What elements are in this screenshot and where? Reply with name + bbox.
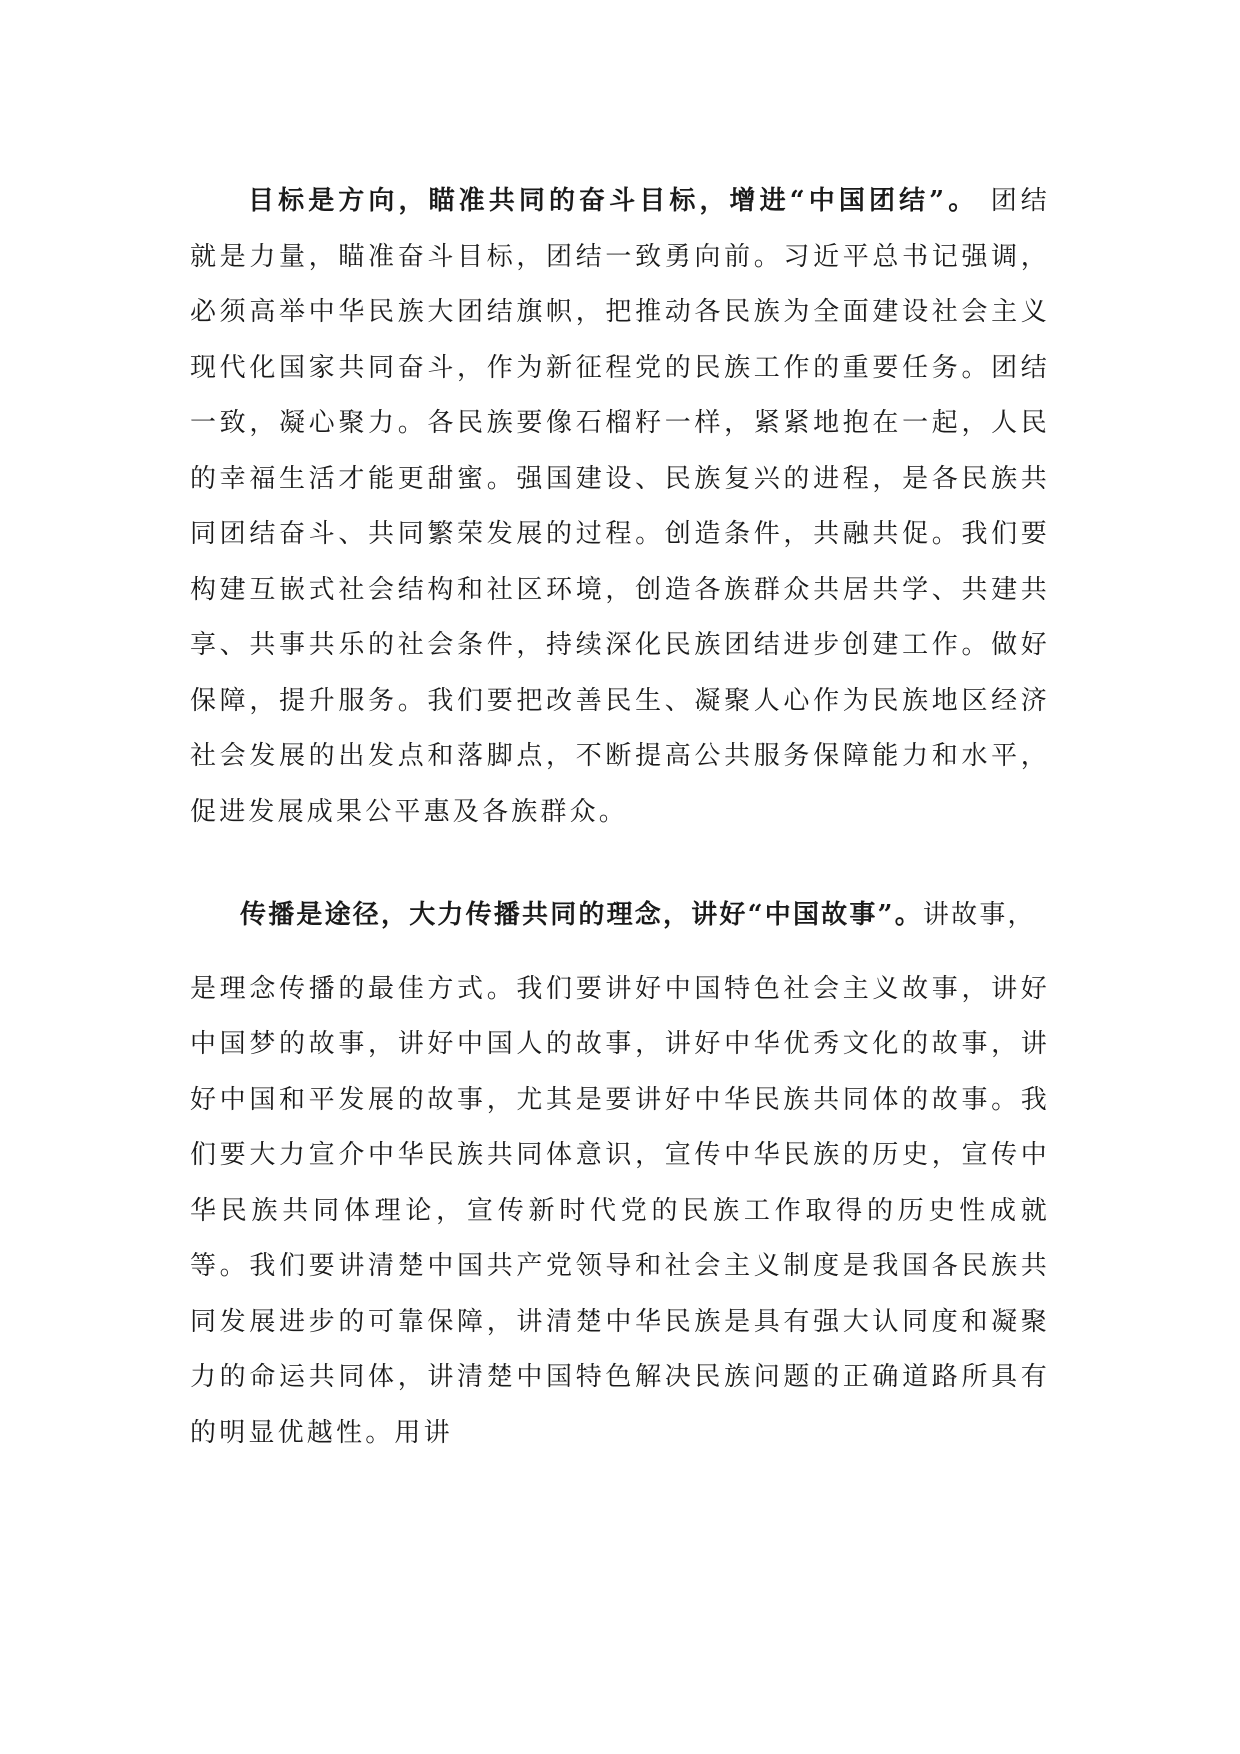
paragraph-lead-line-stories xyxy=(190,888,1050,944)
paragraph-body-stories: 是理念传播的最佳方式。我们要讲好中国特色社会主义故事，讲好中国梦的故事，讲好中国人的故事，讲好中华优秀文化的故事，讲好中国和平发展的故事，尤其是要讲好中华民族共同体的故事。我们要大力宣介中华民族共同体意识，宣传中华民族的历史，宣传中华民族共同体理论，宣传新时代党的民族工作取得的历史性成就等。我们要讲清楚中国共产党领导和社会主义制度是我国各民族共同发展进步的可靠保障，讲清楚中华民族是具有强大认同度和凝聚力的命运共同体，讲清楚中国特色解决民族问题的正确道路所具有的明显优越性。用讲 xyxy=(190,973,1050,1448)
paragraph-body-unity: 团结就是力量，瞄准奋斗目标，团结一致勇向前。习近平总书记强调，必须高举中华民族大团结旗帜，把推动各民族为全面建设社会主义现代化国家共同奋斗，作为新征程党的民族工作的重要任务。团结一致，凝心聚力。各民族要像石榴籽一样，紧紧地抱在一起，人民的幸福生活才能更甜蜜。强国建设、民族复兴的进程，是各民族共同团结奋斗、共同繁荣发展的过程。创造条件，共融共促。我们要构建互嵌式社会结构和社区环境，创造各族群众共居共学、共建共享、共事共乐的社会条件，持续深化民族团结进步创建工作。做好保障，提升服务。我们要把改善民生、凝聚人心作为民族地区经济社会发展的出发点和落脚点，不断提高公共服务保障能力和水平，促进发展成果公平惠及各族群众。 xyxy=(190,186,1050,827)
paragraph-stories xyxy=(190,888,1050,1461)
paragraph-lead-tail-stories: 讲故事， xyxy=(922,900,1036,930)
paragraph-heading-stories: 传播是途径，大力传播共同的理念，讲好“中国故事”。 xyxy=(240,900,923,930)
paragraph-unity xyxy=(190,174,1050,840)
paragraph-heading-unity: 目标是方向，瞄准共同的奋斗目标，增进“中国团结”。 xyxy=(248,186,979,216)
